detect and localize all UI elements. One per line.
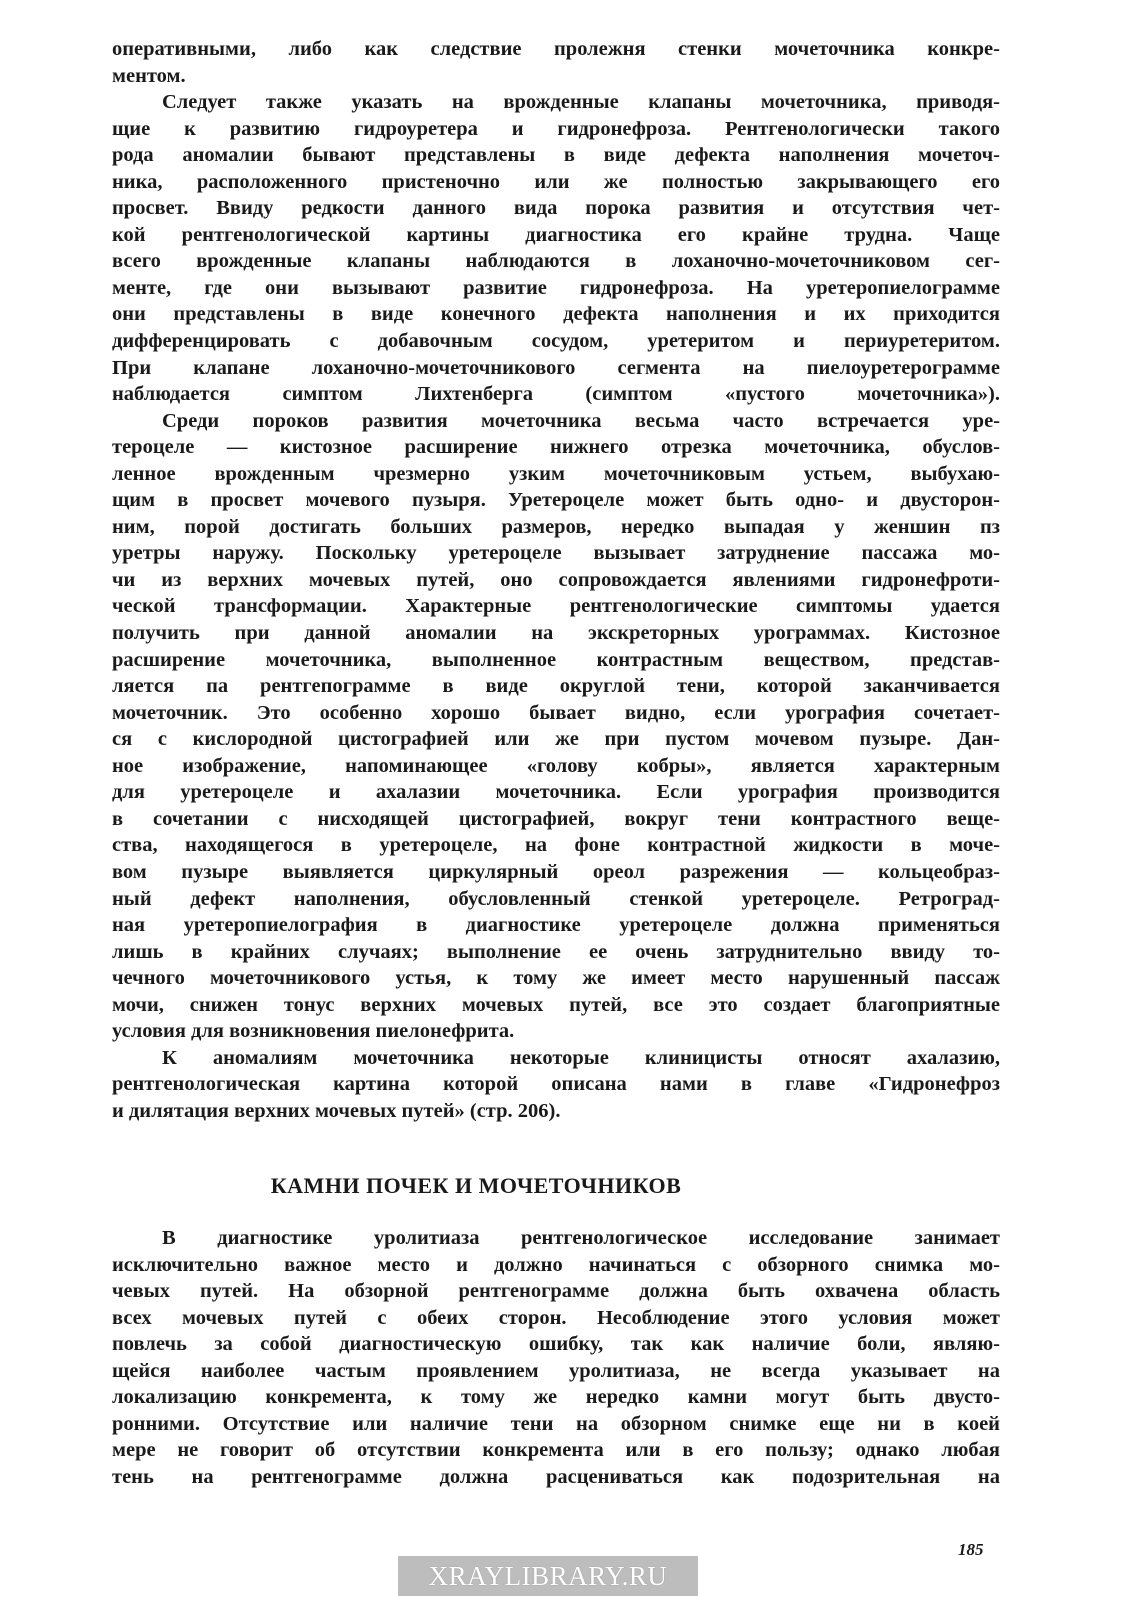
text-line: всего врожденные клапаны наблюдаются в лоханочно-мочеточниковом сег-: [112, 250, 1000, 273]
text-line: тероцеле — кистозное расширение нижнего отрезка мочеточника, обуслов-: [112, 436, 1000, 459]
text-line: и дилятация верхних мочевых путей» (стр. 206).: [112, 1099, 561, 1122]
text-line: ника, расположенного пристеночно или же полностью закрывающего его: [112, 170, 1000, 193]
text-line: К аномалиям мочеточника некоторые клиницисты относят ахалазию,: [162, 1046, 1000, 1069]
text-line: менте, где они вызывают развитие гидронефроза. На уретеропиелограмме: [112, 276, 1000, 299]
text-line: они представлены в виде конечного дефекта наполнения и их приходится: [112, 303, 1000, 326]
text-line: ный дефект наполнения, обусловленный стенкой уретероцеле. Ретроград-: [112, 887, 1000, 910]
text-line: условия для возникновения пиелонефрита.: [112, 1020, 515, 1043]
text-line: мочеточник. Это особенно хорошо бывает видно, если урография сочетает-: [112, 701, 1000, 724]
text-line: щим в просвет мочевого пузыря. Уретероцеле может быть одно- и двусторон-: [112, 489, 1000, 512]
text-line: для уретероцеле и ахалазии мочеточника. Если урография производится: [112, 781, 1000, 804]
text-line: При клапане лоханочно-мочеточникового сегмента на пиелоуретерограмме: [112, 356, 1000, 379]
text-line: ное изображение, напоминающее «голову кобры», является характерным: [112, 754, 1000, 777]
text-line: получить при данной аномалии на экскреторных урограммах. Кистозное: [112, 622, 1000, 645]
text-line: лишь в крайних случаях; выполнение ее очень затруднительно ввиду то-: [112, 940, 1000, 963]
text-line: наблюдается симптом Лихтенберга (симптом «пустого мочеточника»).: [112, 383, 1000, 406]
text-line: Следует также указать на врожденные клапаны мочеточника, приводя-: [162, 91, 1000, 114]
text-line: оперативными, либо как следствие пролежня стенки мочеточника конкре-: [112, 38, 1000, 60]
text-line: кой рентгенологической картины диагностика его крайне трудна. Чаще: [112, 223, 1000, 246]
text-line: вом пузыре выявляется циркулярный ореол разрежения — кольцеобраз-: [112, 860, 1000, 883]
text-line: локализацию конкремента, к тому же нередко камни могут быть двусто-: [112, 1386, 1000, 1409]
page-number: 185: [958, 1540, 984, 1559]
text-line: чечного мочеточникового устья, к тому же имеет место нарушенный пассаж: [112, 967, 1000, 990]
text-line: ства, находящегося в уретероцеле, на фоне контрастной жидкости в моче-: [112, 834, 1000, 857]
text-line: ная уретеропиелография в диагностике уретероцеле должна применяться: [112, 914, 1000, 937]
text-line: ним, порой достигать больших размеров, нередко выпадая у женшин пз: [112, 515, 1000, 538]
text-line: ся с кислородной цистографией или же при пустом мочевом пузыре. Дан-: [112, 728, 1000, 751]
text-line: всех мочевых путей с обеих сторон. Несоблюдение этого условия может: [112, 1306, 1000, 1329]
text-line: В диагностике уролитиаза рентгенологическое исследование занимает: [162, 1226, 1000, 1249]
text-line: мочи, снижен тонус верхних мочевых путей, все это создает благоприятные: [112, 993, 1000, 1016]
page-body: [112, 36, 1000, 1490]
text-line: ментом.: [112, 64, 186, 87]
text-line: ленное врожденным чрезмерно узким мочеточниковым устьем, выбухаю-: [112, 462, 1000, 485]
section-urolithiasis: [112, 1225, 1000, 1490]
text-line: чи из верхних мочевых путей, оно сопровождается явлениями гидронефроти-: [112, 568, 1000, 591]
text-line: рентгенологическая картина которой описана нами в главе «Гидронефроз: [112, 1073, 1000, 1096]
section-heading: КАМНИ ПОЧЕК И МОЧЕТОЧНИКОВ: [270, 1172, 682, 1198]
text-line: тень на рентгенограмме должна расцениваться как подозрительная на: [112, 1465, 1000, 1488]
text-line: ронними. Отсутствие или наличие тени на обзорном снимке еще ни в коей: [112, 1412, 1000, 1435]
text-line: чевых путей. На обзорной рентгенограмме должна быть охвачена область: [112, 1280, 1000, 1303]
text-line: просвет. Ввиду редкости данного вида порока развития и отсутствия чет-: [112, 197, 1000, 220]
text-line: щейся наиболее частым проявлением уролитиаза, не всегда указывает на: [112, 1359, 1000, 1382]
watermark: XRAYLIBRARY.RU: [398, 1556, 698, 1596]
section-malformations: [112, 36, 1000, 1124]
text-line: в сочетании с нисходящей цистографией, вокруг тени контрастного веще-: [112, 807, 1000, 830]
text-line: щие к развитию гидроуретера и гидронефроза. Рентгенологически такого: [112, 117, 1000, 140]
text-line: повлечь за собой диагностическую ошибку, так как наличие боли, являю-: [112, 1333, 1000, 1356]
section-gap: [112, 1124, 1000, 1151]
text-line: мере не говорит об отсутствии конкремента или в его пользу; однако любая: [112, 1439, 1000, 1462]
text-line: дифференцировать с добавочным сосудом, уретеритом и периуретеритом.: [112, 330, 1000, 353]
text-line: уретры наружу. Поскольку уретероцеле вызывает затруднение пассажа мо-: [112, 542, 1000, 565]
text-line: Среди пороков развития мочеточника весьма часто встречается уре-: [162, 409, 1000, 432]
text-line: ческой трансформации. Характерные рентгенологические симптомы удается: [112, 595, 1000, 618]
text-line: ляется па рентгепограмме в виде округлой тени, которой заканчивается: [112, 675, 1000, 698]
text-line: исключительно важное место и должно начинаться с обзорного снимка мо-: [112, 1253, 1000, 1276]
text-line: рода аномалии бывают представлены в виде дефекта наполнения мочеточ-: [112, 144, 1000, 167]
text-line: расширение мочеточника, выполненное контрастным веществом, представ-: [112, 648, 1000, 671]
